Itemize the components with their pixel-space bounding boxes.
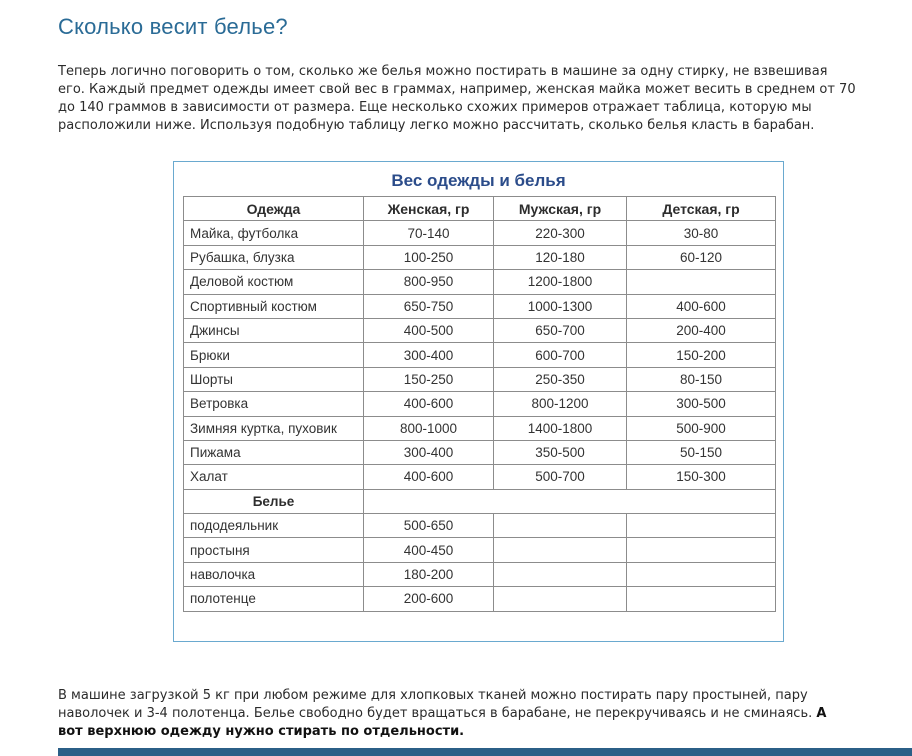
- weight-cell: 250-350: [494, 367, 627, 391]
- item-name-cell: Деловой костюм: [184, 270, 364, 294]
- weight-cell: 400-500: [364, 318, 494, 342]
- linen-rows: [184, 514, 776, 612]
- weight-cell: 200-600: [364, 587, 494, 611]
- weight-cell: 600-700: [494, 343, 627, 367]
- item-name-cell: Брюки: [184, 343, 364, 367]
- header-men: Мужская, гр: [494, 197, 627, 221]
- weight-cell: 500-700: [494, 465, 627, 489]
- weight-cell: 150-200: [627, 343, 776, 367]
- weight-cell: [627, 514, 776, 538]
- table-row: [184, 562, 776, 586]
- weight-cell: [627, 587, 776, 611]
- weight-cell: 1000-1300: [494, 294, 627, 318]
- outro-paragraph: [58, 687, 880, 741]
- weight-cell: 70-140: [364, 221, 494, 245]
- item-name-cell: Майка, футболка: [184, 221, 364, 245]
- weight-cell: 800-1200: [494, 392, 627, 416]
- item-name-cell: Рубашка, блузка: [184, 245, 364, 269]
- weight-cell: 650-700: [494, 318, 627, 342]
- weight-cell: [627, 562, 776, 586]
- bottom-divider-bar: [58, 748, 912, 756]
- weight-cell: 80-150: [627, 367, 776, 391]
- weight-cell: 1200-1800: [494, 270, 627, 294]
- weights-table-image: [173, 161, 784, 642]
- weight-cell: 800-950: [364, 270, 494, 294]
- table-caption: Вес одежды и белья: [391, 171, 566, 190]
- weight-cell: [627, 270, 776, 294]
- weight-cell: 300-400: [364, 440, 494, 464]
- clothing-weights-table: [183, 196, 776, 612]
- outro-bold-text: А вот верхнюю одежду нужно стирать по отдельности.: [58, 706, 827, 739]
- table-row: [184, 514, 776, 538]
- weight-cell: [494, 514, 627, 538]
- item-name-cell: Ветровка: [184, 392, 364, 416]
- table-row: [184, 538, 776, 562]
- weight-cell: 1400-1800: [494, 416, 627, 440]
- weight-cell: [627, 538, 776, 562]
- item-name-cell: Джинсы: [184, 318, 364, 342]
- weight-cell: 220-300: [494, 221, 627, 245]
- section-label: Белье: [184, 489, 364, 513]
- weight-cell: [494, 587, 627, 611]
- item-name-cell: Зимняя куртка, пуховик: [184, 416, 364, 440]
- weight-cell: 150-250: [364, 367, 494, 391]
- page-title: Сколько весит белье?: [58, 14, 288, 39]
- table-header-row: [184, 197, 776, 221]
- weight-cell: 500-650: [364, 514, 494, 538]
- table-row: [184, 270, 776, 294]
- weight-cell: 400-600: [627, 294, 776, 318]
- weight-cell: 300-400: [364, 343, 494, 367]
- item-name-cell: Спортивный костюм: [184, 294, 364, 318]
- item-name-cell: наволочка: [184, 562, 364, 586]
- table-row: [184, 392, 776, 416]
- weight-cell: 60-120: [627, 245, 776, 269]
- section-row-linen: [184, 489, 776, 513]
- weight-cell: 400-600: [364, 392, 494, 416]
- item-name-cell: полотенце: [184, 587, 364, 611]
- item-name-cell: Халат: [184, 465, 364, 489]
- table-row: [184, 294, 776, 318]
- intro-paragraph: Теперь логично поговорить о том, сколько же белья можно постирать в машине за одну стирку, не взвешивая его. Каждый предмет одежды имеет свой вес в граммах, например, женская майка может весить в среднем от 70 до 140 граммов в зависимости от размера. Еще несколько схожих примеров отражает таблица, которую мы расположили ниже. Используя подобную таблицу легко можно рассчитать, сколько белья класть в барабан.: [58, 64, 856, 133]
- weight-cell: [494, 538, 627, 562]
- table-row: [184, 465, 776, 489]
- item-name-cell: Пижама: [184, 440, 364, 464]
- weight-cell: 50-150: [627, 440, 776, 464]
- clothing-rows: [184, 221, 776, 489]
- table-row: [184, 245, 776, 269]
- weight-cell: 350-500: [494, 440, 627, 464]
- weight-cell: 400-450: [364, 538, 494, 562]
- weight-cell: 200-400: [627, 318, 776, 342]
- weight-cell: 150-300: [627, 465, 776, 489]
- outro-text: В машине загрузкой 5 кг при любом режиме для хлопковых тканей можно постирать пару простыней, пару наволочек и 3-4 полотенца. Белье свободно будет вращаться в барабане, не перекручиваясь и не сминаясь.: [58, 688, 813, 721]
- table-row: [184, 587, 776, 611]
- table-row: [184, 440, 776, 464]
- header-children: Детская, гр: [627, 197, 776, 221]
- weight-cell: 180-200: [364, 562, 494, 586]
- item-name-cell: пододеяльник: [184, 514, 364, 538]
- header-women: Женская, гр: [364, 197, 494, 221]
- table-row: [184, 221, 776, 245]
- weight-cell: 120-180: [494, 245, 627, 269]
- weight-cell: 650-750: [364, 294, 494, 318]
- weight-cell: 500-900: [627, 416, 776, 440]
- table-row: [184, 343, 776, 367]
- item-name-cell: простыня: [184, 538, 364, 562]
- item-name-cell: Шорты: [184, 367, 364, 391]
- table-row: [184, 318, 776, 342]
- table-row: [184, 416, 776, 440]
- section-empty-cell: [364, 489, 776, 513]
- weight-cell: 800-1000: [364, 416, 494, 440]
- weight-cell: 30-80: [627, 221, 776, 245]
- weight-cell: 400-600: [364, 465, 494, 489]
- weight-cell: 300-500: [627, 392, 776, 416]
- header-clothing: Одежда: [184, 197, 364, 221]
- weight-cell: [494, 562, 627, 586]
- table-row: [184, 367, 776, 391]
- weight-cell: 100-250: [364, 245, 494, 269]
